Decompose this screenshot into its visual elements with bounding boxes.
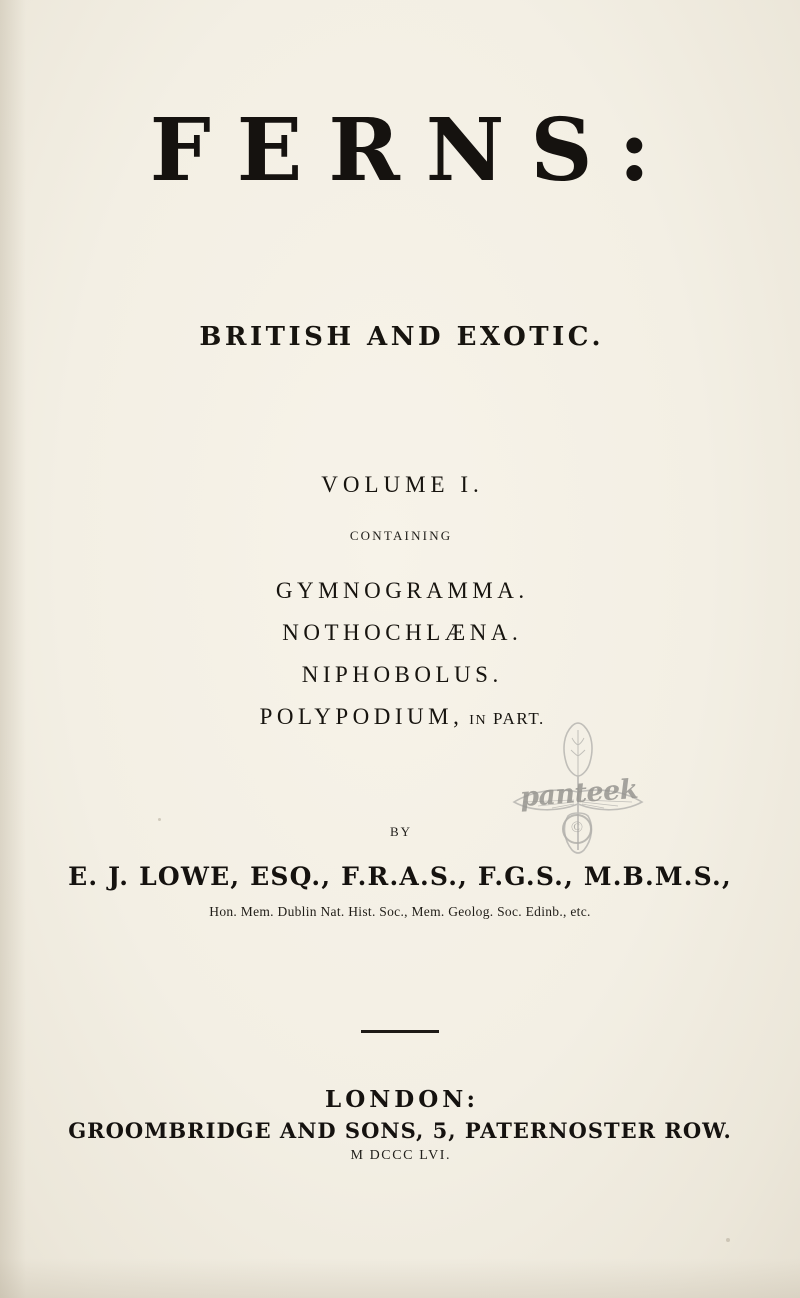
author-credentials: Hon. Mem. Dublin Nat. Hist. Soc., Mem. Geolog. Soc. Edinb., etc. bbox=[209, 904, 591, 919]
page-title: FERNS: bbox=[149, 100, 677, 201]
list-item: NIPHOBOLUS. bbox=[301, 661, 503, 687]
watermark-text: panteek bbox=[519, 773, 639, 814]
list-item: NOTHOCHLÆNA. bbox=[282, 619, 523, 645]
by-label: BY bbox=[389, 824, 413, 839]
genus-name: POLYPODIUM, bbox=[259, 703, 464, 729]
containing-label: CONTAINING bbox=[349, 528, 453, 543]
page-subtitle: BRITISH AND EXOTIC. bbox=[199, 322, 605, 352]
paper-speck bbox=[726, 1238, 730, 1242]
publication-year: M DCCC LVI. bbox=[350, 1148, 452, 1163]
genus-partial-note bbox=[463, 709, 545, 728]
genus-list bbox=[0, 570, 800, 737]
divider-rule bbox=[361, 1030, 439, 1033]
publisher-name: GROOMBRIDGE AND SONS, 5, PATERNOSTER ROW. bbox=[68, 1118, 732, 1143]
list-item: GYMNOGRAMMA. bbox=[275, 578, 529, 603]
copyright-icon: © bbox=[562, 814, 592, 844]
volume-label: VOLUME I. bbox=[321, 472, 484, 497]
genus-partial-note-part: PART. bbox=[493, 708, 545, 728]
publication-city: LONDON: bbox=[325, 1086, 479, 1113]
list-item bbox=[0, 696, 800, 738]
genus-partial-note-in: IN bbox=[469, 712, 488, 728]
author-name: E. J. LOWE, ESQ., F.R.A.S., F.G.S., M.B.M.S., bbox=[68, 862, 732, 891]
paper-speck bbox=[158, 818, 161, 821]
